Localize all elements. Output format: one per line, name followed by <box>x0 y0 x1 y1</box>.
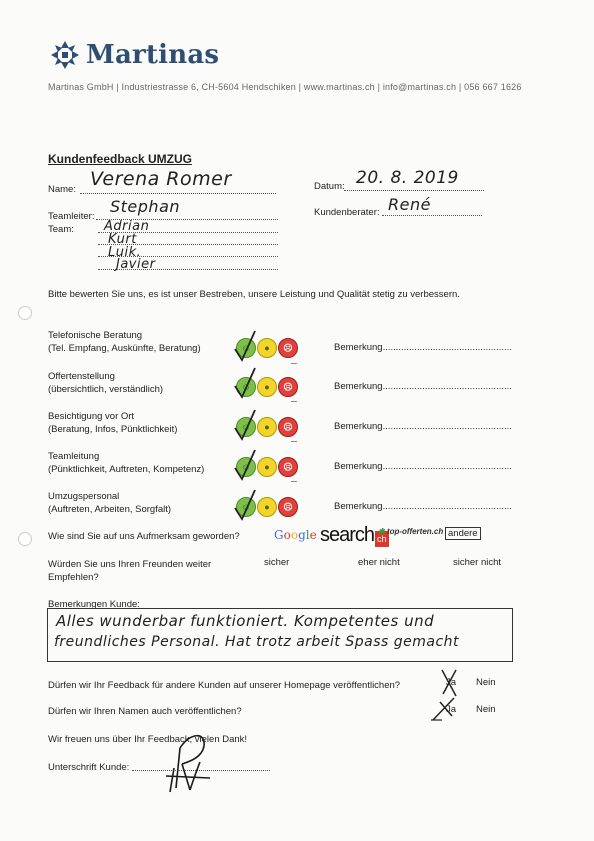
recommend-option-sicher[interactable]: sicher <box>264 557 290 568</box>
martinas-logo-icon <box>50 40 80 70</box>
rating-subtitle: (Pünktlichkeit, Auftreten, Kompetenz) <box>48 464 205 475</box>
name-label: Name: <box>48 184 76 195</box>
comments-line-1: Alles wunderbar funktioniert. Kompetentes und <box>56 612 435 630</box>
team-member-2[interactable]: Kurt <box>108 232 137 247</box>
rating-row <box>0 491 594 531</box>
rating-subtitle: (übersichtlich, verständlich) <box>48 384 164 395</box>
rating-remark[interactable]: Bemerkung................................................. <box>334 501 512 512</box>
team-label: Team: <box>48 224 74 235</box>
check-mark-icon <box>232 409 258 441</box>
intro-text: Bitte bewerten Sie uns, es ist unser Bestreben, unsere Leistung und Qualität stetig zu verbessern. <box>48 289 460 300</box>
check-mark-icon <box>232 489 258 521</box>
rating-remark[interactable]: Bemerkung................................................. <box>334 342 512 353</box>
rating-remark[interactable]: Bemerkung................................................. <box>334 461 512 472</box>
rating-row <box>0 451 594 491</box>
kundenberater-value[interactable]: René <box>388 195 431 214</box>
rating-row <box>0 330 594 370</box>
name-value[interactable]: Verena Romer <box>90 168 232 190</box>
cross-mark-icon <box>428 694 458 724</box>
source-question: Wie sind Sie auf uns Aufmerksam geworden? <box>48 531 240 542</box>
company-name: Martinas <box>86 40 220 70</box>
form-title: Kundenfeedback UMZUG <box>48 152 193 166</box>
rating-remark[interactable]: Bemerkung................................................. <box>334 421 512 432</box>
rating-subtitle: (Tel. Empfang, Auskünfte, Beratung) <box>48 343 201 354</box>
rating-title: Teamleitung <box>48 451 100 462</box>
recommend-question-line2: Empfehlen? <box>48 572 99 583</box>
happy-face-icon[interactable]: ☺ <box>236 497 256 517</box>
rating-row <box>0 371 594 411</box>
happy-face-icon[interactable]: ☺ <box>236 338 256 358</box>
rating-remark[interactable]: Bemerkung................................................. <box>334 381 512 392</box>
rating-subtitle: (Auftreten, Arbeiten, Sorgfalt) <box>48 504 172 515</box>
check-mark-icon <box>232 449 258 481</box>
comments-line-2: freundliches Personal. Hat trotz arbeit Spass gemacht <box>54 634 460 650</box>
consent-question-feedback: Dürfen wir Ihr Feedback für andere Kunden auf unserer Homepage veröffentlichen? <box>48 680 401 691</box>
sad-face-icon[interactable]: ☹ <box>278 338 298 358</box>
topofferten-logo[interactable]: ✱ top-offerten.ch <box>378 527 444 536</box>
rating-title: Telefonische Beratung <box>48 330 143 341</box>
recommend-option-sicher-nicht[interactable]: sicher nicht <box>453 557 502 568</box>
search-ch-logo[interactable]: search ch <box>320 524 387 546</box>
consent-name-yes[interactable]: Ja <box>446 704 457 715</box>
signature-label: Unterschrift Kunde: <box>48 762 130 773</box>
rating-subtitle: (Beratung, Infos, Pünktlichkeit) <box>48 424 178 435</box>
team-member-4[interactable]: Javier <box>116 257 156 272</box>
neutral-face-icon[interactable]: ● <box>257 338 277 358</box>
team-member-3[interactable]: Luik. <box>108 245 142 260</box>
neutral-face-icon[interactable]: ● <box>257 417 277 437</box>
comments-label: Bemerkungen Kunde: <box>48 599 140 610</box>
rating-title: Besichtigung vor Ort <box>48 411 135 422</box>
divider-dash <box>291 401 297 402</box>
sad-face-icon[interactable]: ☹ <box>278 377 298 397</box>
consent-feedback-no[interactable]: Nein <box>476 677 496 688</box>
divider-dash <box>291 481 297 482</box>
divider-dash <box>291 441 297 442</box>
sad-face-icon[interactable]: ☹ <box>278 417 298 437</box>
neutral-face-icon[interactable]: ● <box>257 377 277 397</box>
happy-face-icon[interactable]: ☺ <box>236 377 256 397</box>
neutral-face-icon[interactable]: ● <box>257 457 277 477</box>
datum-line <box>344 190 484 191</box>
recommend-option-eher-nicht[interactable]: eher nicht <box>358 557 400 568</box>
kundenberater-line <box>382 215 482 216</box>
thanks-text: Wir freuen uns über Ihr Feedback, vielen Dank! <box>48 734 248 745</box>
rating-row <box>0 411 594 451</box>
company-contact-line: Martinas GmbH | Industriestrasse 6, CH-5604 Hendschiken | www.martinas.ch | info@martinas.ch | 056 667 1626 <box>48 82 522 92</box>
consent-name-no[interactable]: Nein <box>476 704 496 715</box>
datum-label: Datum: <box>314 181 345 192</box>
consent-feedback-yes[interactable]: Ja <box>446 677 457 688</box>
consent-question-name: Dürfen wir Ihren Namen auch veröffentlichen? <box>48 706 242 717</box>
google-logo[interactable]: Google <box>274 528 317 542</box>
teamleiter-label: Teamleiter: <box>48 211 95 222</box>
rating-title: Umzugspersonal <box>48 491 120 502</box>
kundenberater-label: Kundenberater: <box>314 207 380 218</box>
sad-face-icon[interactable]: ☹ <box>278 497 298 517</box>
check-mark-icon <box>232 330 258 362</box>
neutral-face-icon[interactable]: ● <box>257 497 277 517</box>
divider-dash <box>291 363 297 364</box>
check-mark-icon <box>232 367 258 399</box>
recommend-question-line1: Würden Sie uns Ihren Freunden weiter <box>48 559 212 570</box>
signature-image[interactable] <box>160 718 220 794</box>
name-line <box>80 193 276 194</box>
sad-face-icon[interactable]: ☹ <box>278 457 298 477</box>
team-member-1[interactable]: Adrian <box>104 219 150 234</box>
datum-value[interactable]: 20. 8. 2019 <box>356 168 459 188</box>
happy-face-icon[interactable]: ☺ <box>236 457 256 477</box>
punch-hole-top <box>18 306 32 320</box>
punch-hole-bottom <box>18 532 32 546</box>
rating-title: Offertenstellung <box>48 371 115 382</box>
andere-option[interactable]: andere <box>445 527 481 540</box>
teamleiter-value[interactable]: Stephan <box>110 197 181 216</box>
happy-face-icon[interactable]: ☺ <box>236 417 256 437</box>
